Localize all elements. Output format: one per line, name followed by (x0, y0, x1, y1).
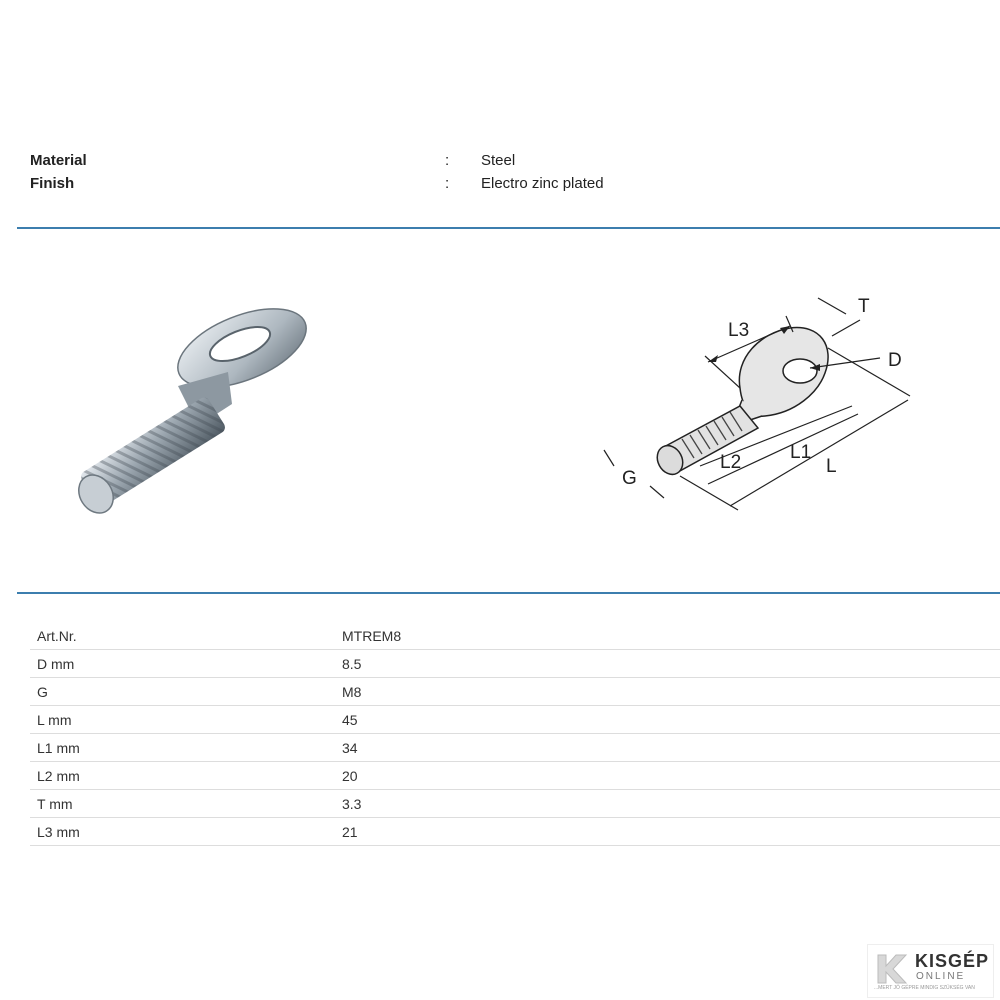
product-photo (60, 300, 320, 530)
spec-value: MTREM8 (335, 622, 1000, 650)
logo-tagline: ...MERT JÓ GÉPRE MINDIG SZÜKSÉG VAN (874, 985, 975, 991)
spec-value: 34 (335, 734, 1000, 762)
property-value: Steel (481, 152, 516, 169)
label-d: D (888, 350, 902, 371)
spec-label: T mm (30, 790, 335, 818)
table-row (30, 762, 1000, 790)
spec-label: D mm (30, 650, 335, 678)
spec-label: L mm (30, 706, 335, 734)
technical-drawing (590, 288, 930, 528)
label-l2: L2 (720, 452, 742, 473)
table-row (30, 818, 1000, 846)
table-row (30, 734, 1000, 762)
table-row (30, 622, 1000, 650)
table-row (30, 706, 1000, 734)
spec-label: L3 mm (30, 818, 335, 846)
property-colon: : (445, 152, 450, 169)
spec-label: L1 mm (30, 734, 335, 762)
table-row (30, 790, 1000, 818)
property-colon: : (445, 175, 450, 192)
k-logo-icon (874, 951, 910, 987)
property-row (30, 152, 970, 175)
logo-sub: ONLINE (916, 971, 966, 982)
label-l3: L3 (728, 320, 750, 341)
spec-label: G (30, 678, 335, 706)
spec-value: M8 (335, 678, 1000, 706)
logo-brand: KISGÉP (915, 951, 990, 971)
property-label: Material (30, 152, 87, 169)
spec-label: L2 mm (30, 762, 335, 790)
divider-top (17, 227, 1000, 229)
spec-label: Art.Nr. (30, 622, 335, 650)
property-label: Finish (30, 175, 75, 192)
divider-bottom (17, 592, 1000, 594)
spec-value: 21 (335, 818, 1000, 846)
table-row (30, 650, 1000, 678)
table-row (30, 678, 1000, 706)
spec-table (30, 622, 1000, 846)
label-l1: L1 (790, 442, 812, 463)
spec-value: 8.5 (335, 650, 1000, 678)
label-l: L (826, 456, 837, 477)
properties-block (30, 152, 970, 198)
spec-value: 45 (335, 706, 1000, 734)
label-g: G (622, 468, 637, 489)
spec-value: 20 (335, 762, 1000, 790)
property-value: Electro zinc plated (481, 175, 604, 192)
property-row (30, 175, 970, 198)
spec-value: 3.3 (335, 790, 1000, 818)
label-t: T (858, 296, 870, 317)
kisgep-logo (867, 944, 994, 998)
